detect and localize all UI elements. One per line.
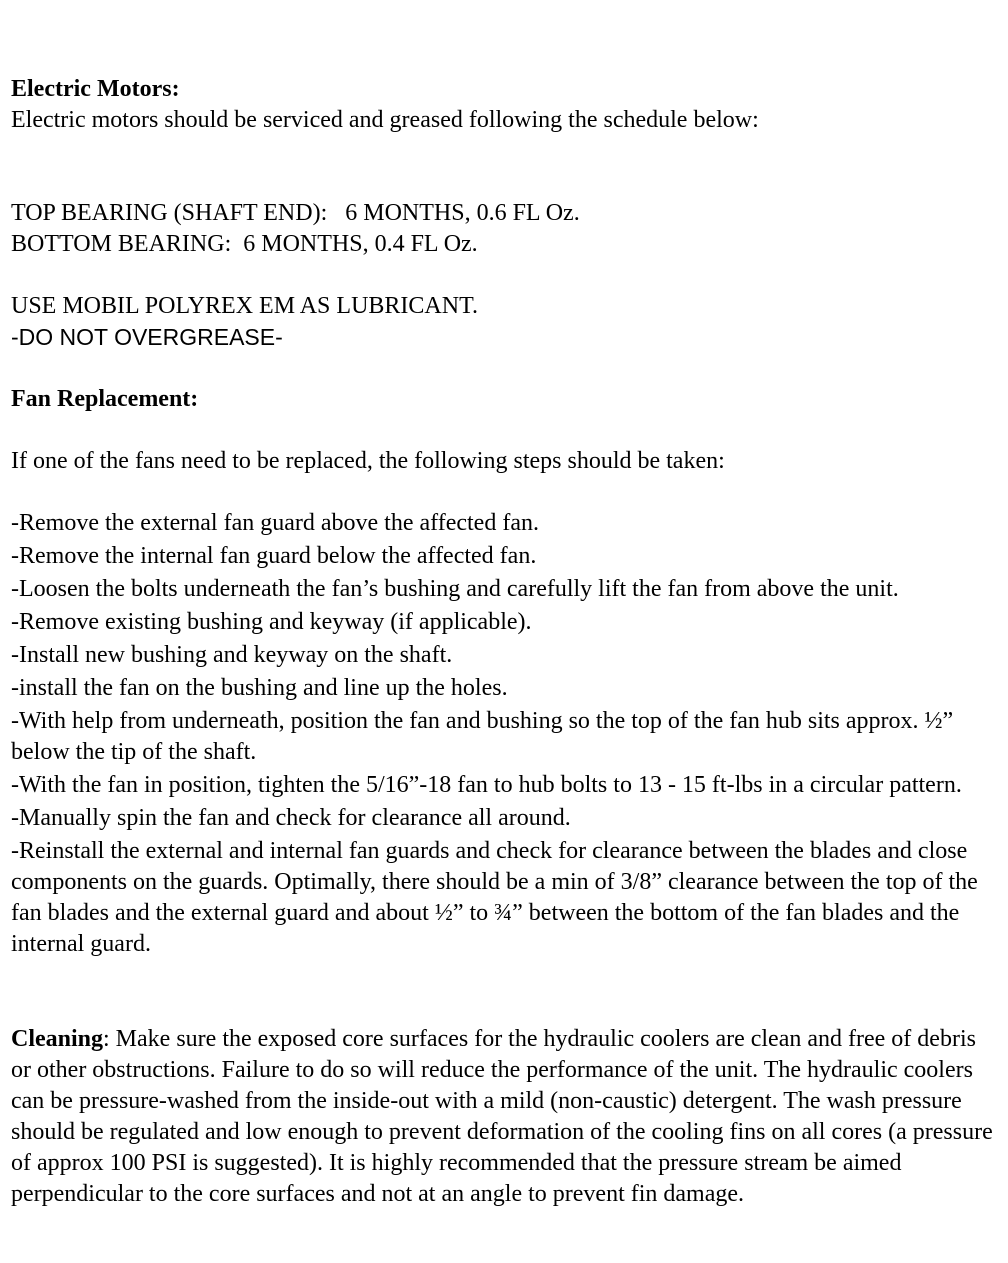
text-run: -DO NOT OVERGREASE- — [11, 324, 283, 350]
blank-line — [11, 167, 1001, 198]
text-run: -Reinstall the external and internal fan guards and check for clearance between the blades and close components on the guards. Optimally, there should be a min of 3/8” clearance between the top of the fan blades and the external guard and about ½” to ¾” between the bottom of the fan blades and the internal guard. — [11, 838, 984, 957]
procedure-step — [11, 836, 1001, 960]
text-run: TOP BEARING (SHAFT END): 6 MONTHS, 0.6 FL Oz. — [11, 200, 580, 226]
blank-line — [11, 353, 1001, 384]
blank-line — [11, 477, 1001, 508]
text-run: -With help from underneath, position the fan and bushing so the top of the fan hub sits approx. ½” below the tip of the shaft. — [11, 708, 960, 765]
text-run: -Remove the internal fan guard below the affected fan. — [11, 543, 537, 569]
text-run: USE MOBIL POLYREX EM AS LUBRICANT. — [11, 293, 478, 319]
blank-line — [11, 136, 1001, 167]
text-run: -Install new bushing and keyway on the shaft. — [11, 642, 453, 668]
procedure-step — [11, 803, 1001, 834]
procedure-step — [11, 508, 1001, 539]
text-run: Electric motors should be serviced and greased following the schedule below: — [11, 107, 759, 133]
text-run: -Remove existing bushing and keyway (if applicable). — [11, 609, 532, 635]
paragraph — [11, 446, 1001, 477]
text-run: -Remove the external fan guard above the affected fan. — [11, 510, 539, 536]
text-run: : Make sure the exposed core surfaces for the hydraulic coolers are clean and free of debris or other obstructions. Failure to do so will reduce the performance of the unit. The hydraulic coolers can be pressure-washed from the inside-out with a mild (non-caustic) detergent. The wash pressure should be regulated and low enough to prevent deformation of the cooling fins on all cores (a pressure of approx 100 PSI is suggested). It is highly recommended that the pressure stream be aimed perpendicular to the core surfaces and not at an angle to prevent fin damage. — [11, 1026, 999, 1207]
paragraph — [11, 229, 1001, 260]
text-run: -Loosen the bolts underneath the fan’s bushing and carefully lift the fan from above the unit. — [11, 576, 899, 602]
blank-line — [11, 962, 1001, 993]
text-run: -Manually spin the fan and check for clearance all around. — [11, 805, 571, 831]
text-run: If one of the fans need to be replaced, the following steps should be taken: — [11, 448, 725, 474]
procedure-step — [11, 706, 1001, 768]
bold-text-run: Cleaning — [11, 1026, 104, 1052]
paragraph — [11, 105, 1001, 136]
document-text-column — [11, 74, 1001, 1210]
procedure-step — [11, 673, 1001, 704]
bold-text-run: Electric Motors: — [11, 76, 180, 102]
blank-line — [11, 260, 1001, 291]
bold-text-run: Fan Replacement: — [11, 386, 199, 412]
section-heading — [11, 384, 1001, 415]
paragraph — [11, 1024, 1001, 1210]
procedure-step — [11, 541, 1001, 572]
text-run: BOTTOM BEARING: 6 MONTHS, 0.4 FL Oz. — [11, 231, 478, 257]
paragraph — [11, 291, 1001, 322]
blank-line — [11, 993, 1001, 1024]
section-heading — [11, 74, 1001, 105]
procedure-step — [11, 607, 1001, 638]
procedure-step — [11, 770, 1001, 801]
text-run: -install the fan on the bushing and line up the holes. — [11, 675, 508, 701]
paragraph — [11, 322, 1001, 353]
procedure-step — [11, 640, 1001, 671]
blank-line — [11, 415, 1001, 446]
paragraph — [11, 198, 1001, 229]
procedure-step — [11, 574, 1001, 605]
text-run: -With the fan in position, tighten the 5/16”-18 fan to hub bolts to 13 - 15 ft-lbs in a circular pattern. — [11, 772, 962, 798]
